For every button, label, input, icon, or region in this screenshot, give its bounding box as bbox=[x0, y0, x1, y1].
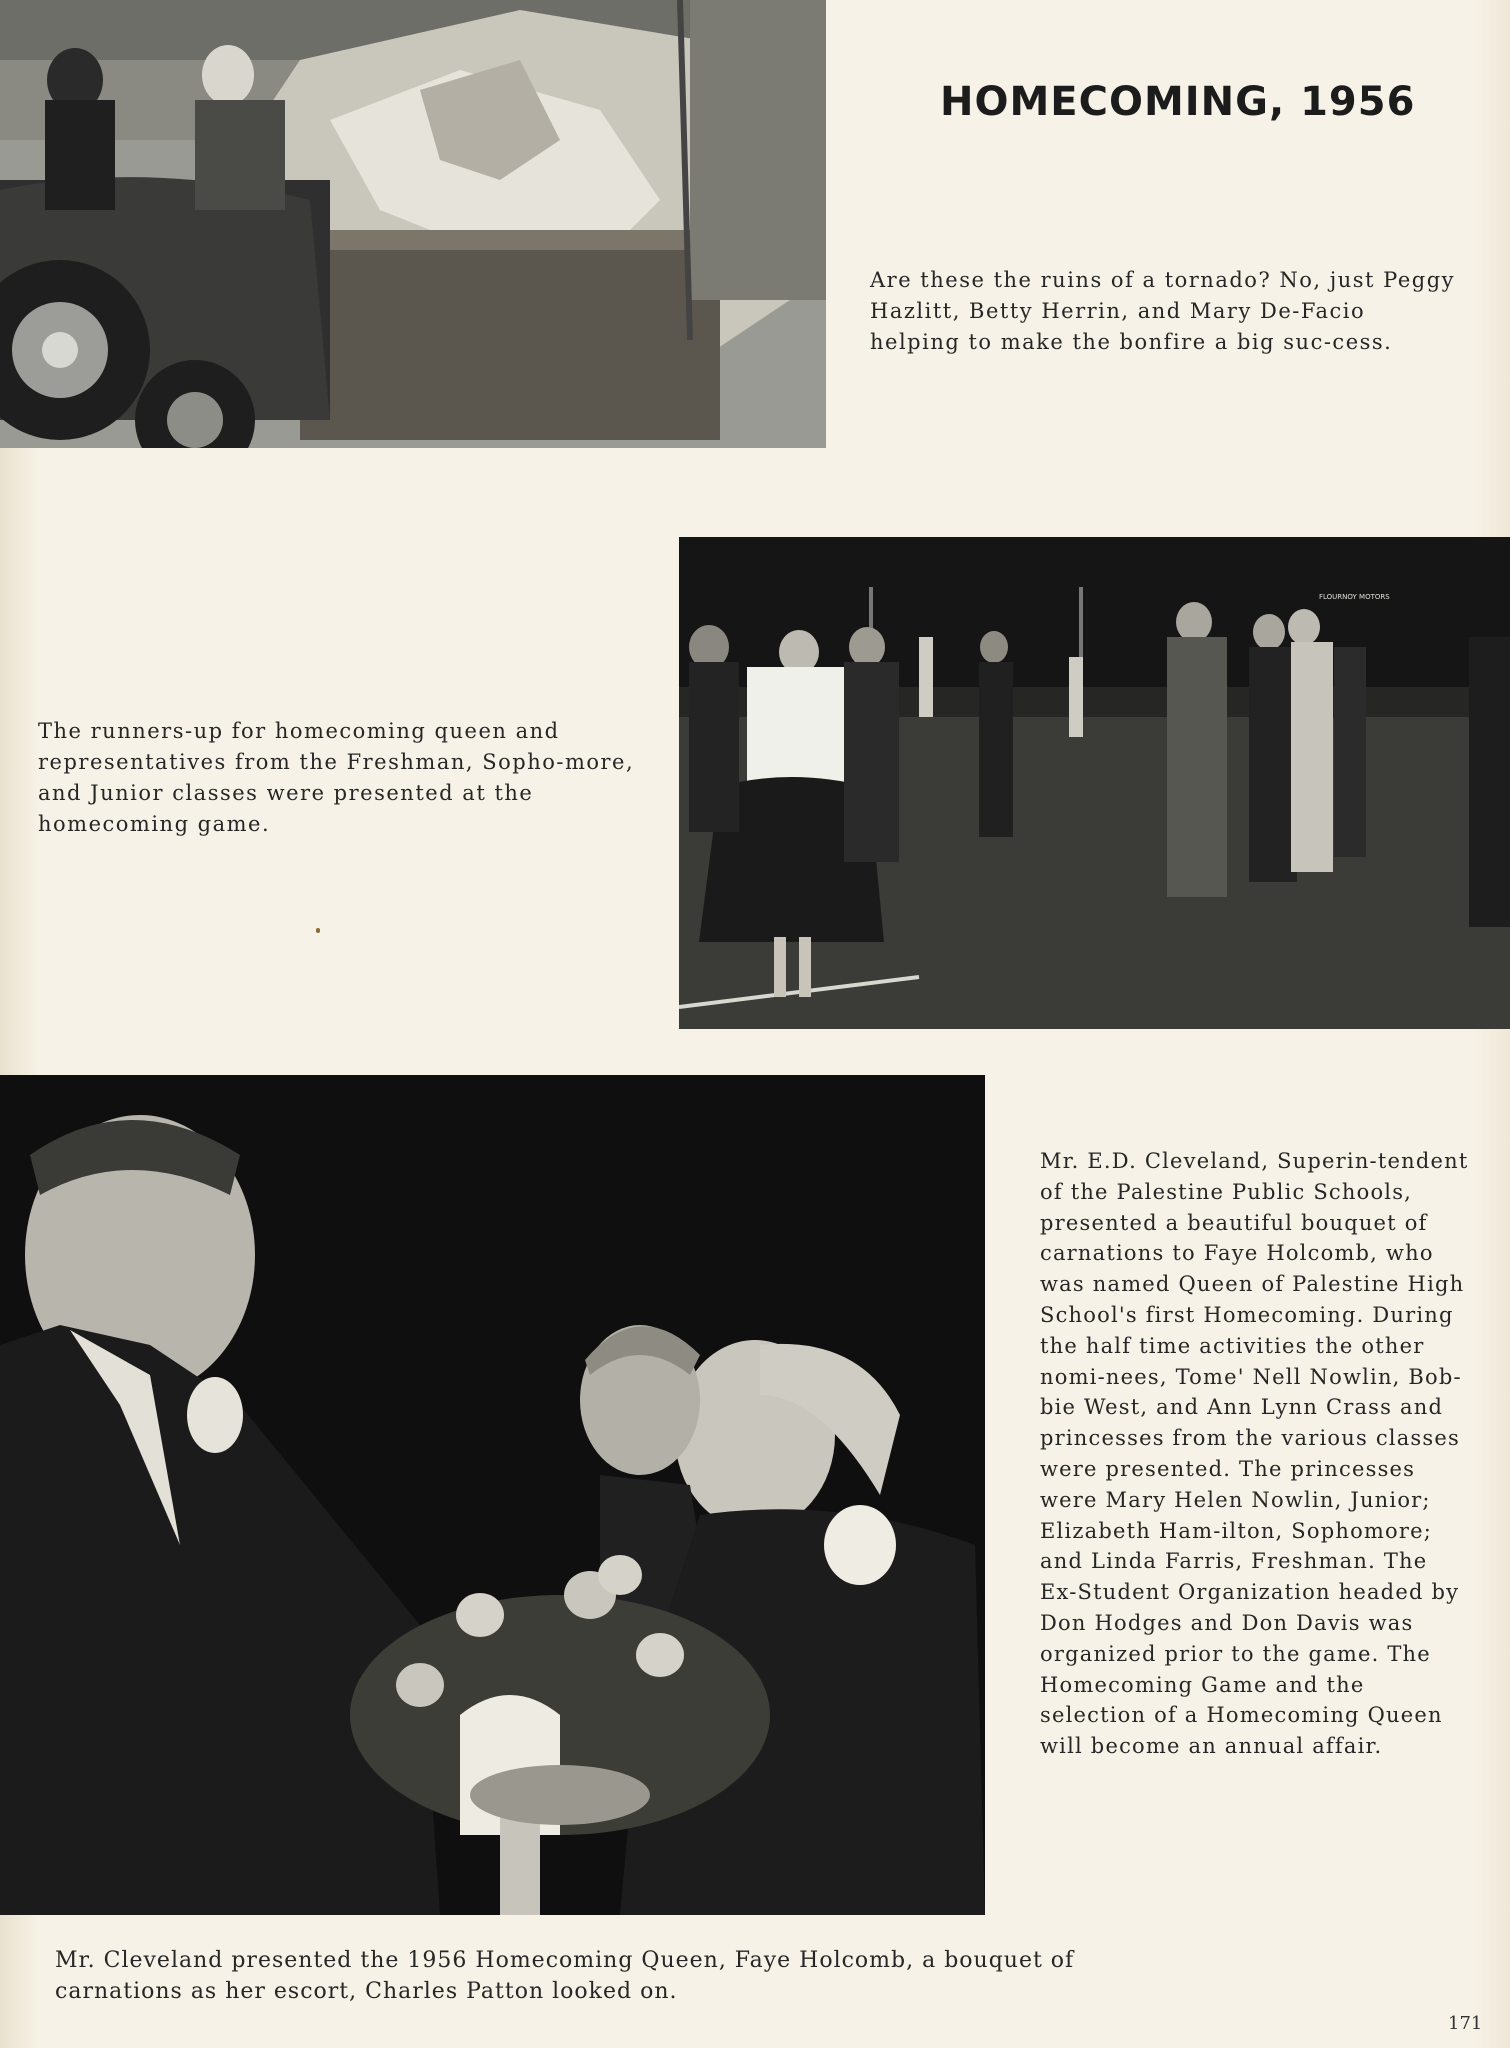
stadium-banner: FLOURNOY MOTORS bbox=[1319, 593, 1390, 601]
page-number: 171 bbox=[1448, 2013, 1483, 2034]
bonfire-caption: Are these the ruins of a tornado? No, just Peggy Hazlitt, Betty Herrin, and Mary De-Facio helping to make the bonfire a big suc-cess. bbox=[870, 268, 1456, 354]
queen-caption: Mr. Cleveland presented the 1956 Homecoming Queen, Faye Holcomb, a bouquet of carnations as her escort, Charles Patton looked on. bbox=[55, 1948, 1075, 2004]
bonfire-photo bbox=[0, 0, 826, 448]
cleveland-caption: Mr. E.D. Cleveland, Superin-tendent of the Palestine Public Schools, presented a beautiful bouquet of carnations to Faye Holcomb, who was named Queen of Palestine High School's first Homecoming. During the half time activities the other nomi-nees, Tome' Nell Nowlin, Bob-bie West, and Ann Lynn Crass and princesses from the various classes were presented. The princesses were Mary Helen Nowlin, Junior; Elizabeth Ham-ilton, Sophomore; and Linda Farris, Freshman. The Ex-Student Organization headed by Don Hodges and Don Davis was organized prior to the game. The Homecoming Game and the selection of a Homecoming Queen will become an annual affair. bbox=[1040, 1149, 1469, 1759]
print-speck bbox=[316, 928, 320, 933]
queen-photo bbox=[0, 1075, 985, 1915]
presentation-photo bbox=[679, 537, 1510, 1029]
page-title: HOMECOMING, 1956 bbox=[940, 78, 1416, 125]
runners-up-caption: The runners-up for homecoming queen and representatives from the Freshman, Sopho-more, and Junior classes were presented at the homecoming game. bbox=[38, 719, 635, 836]
